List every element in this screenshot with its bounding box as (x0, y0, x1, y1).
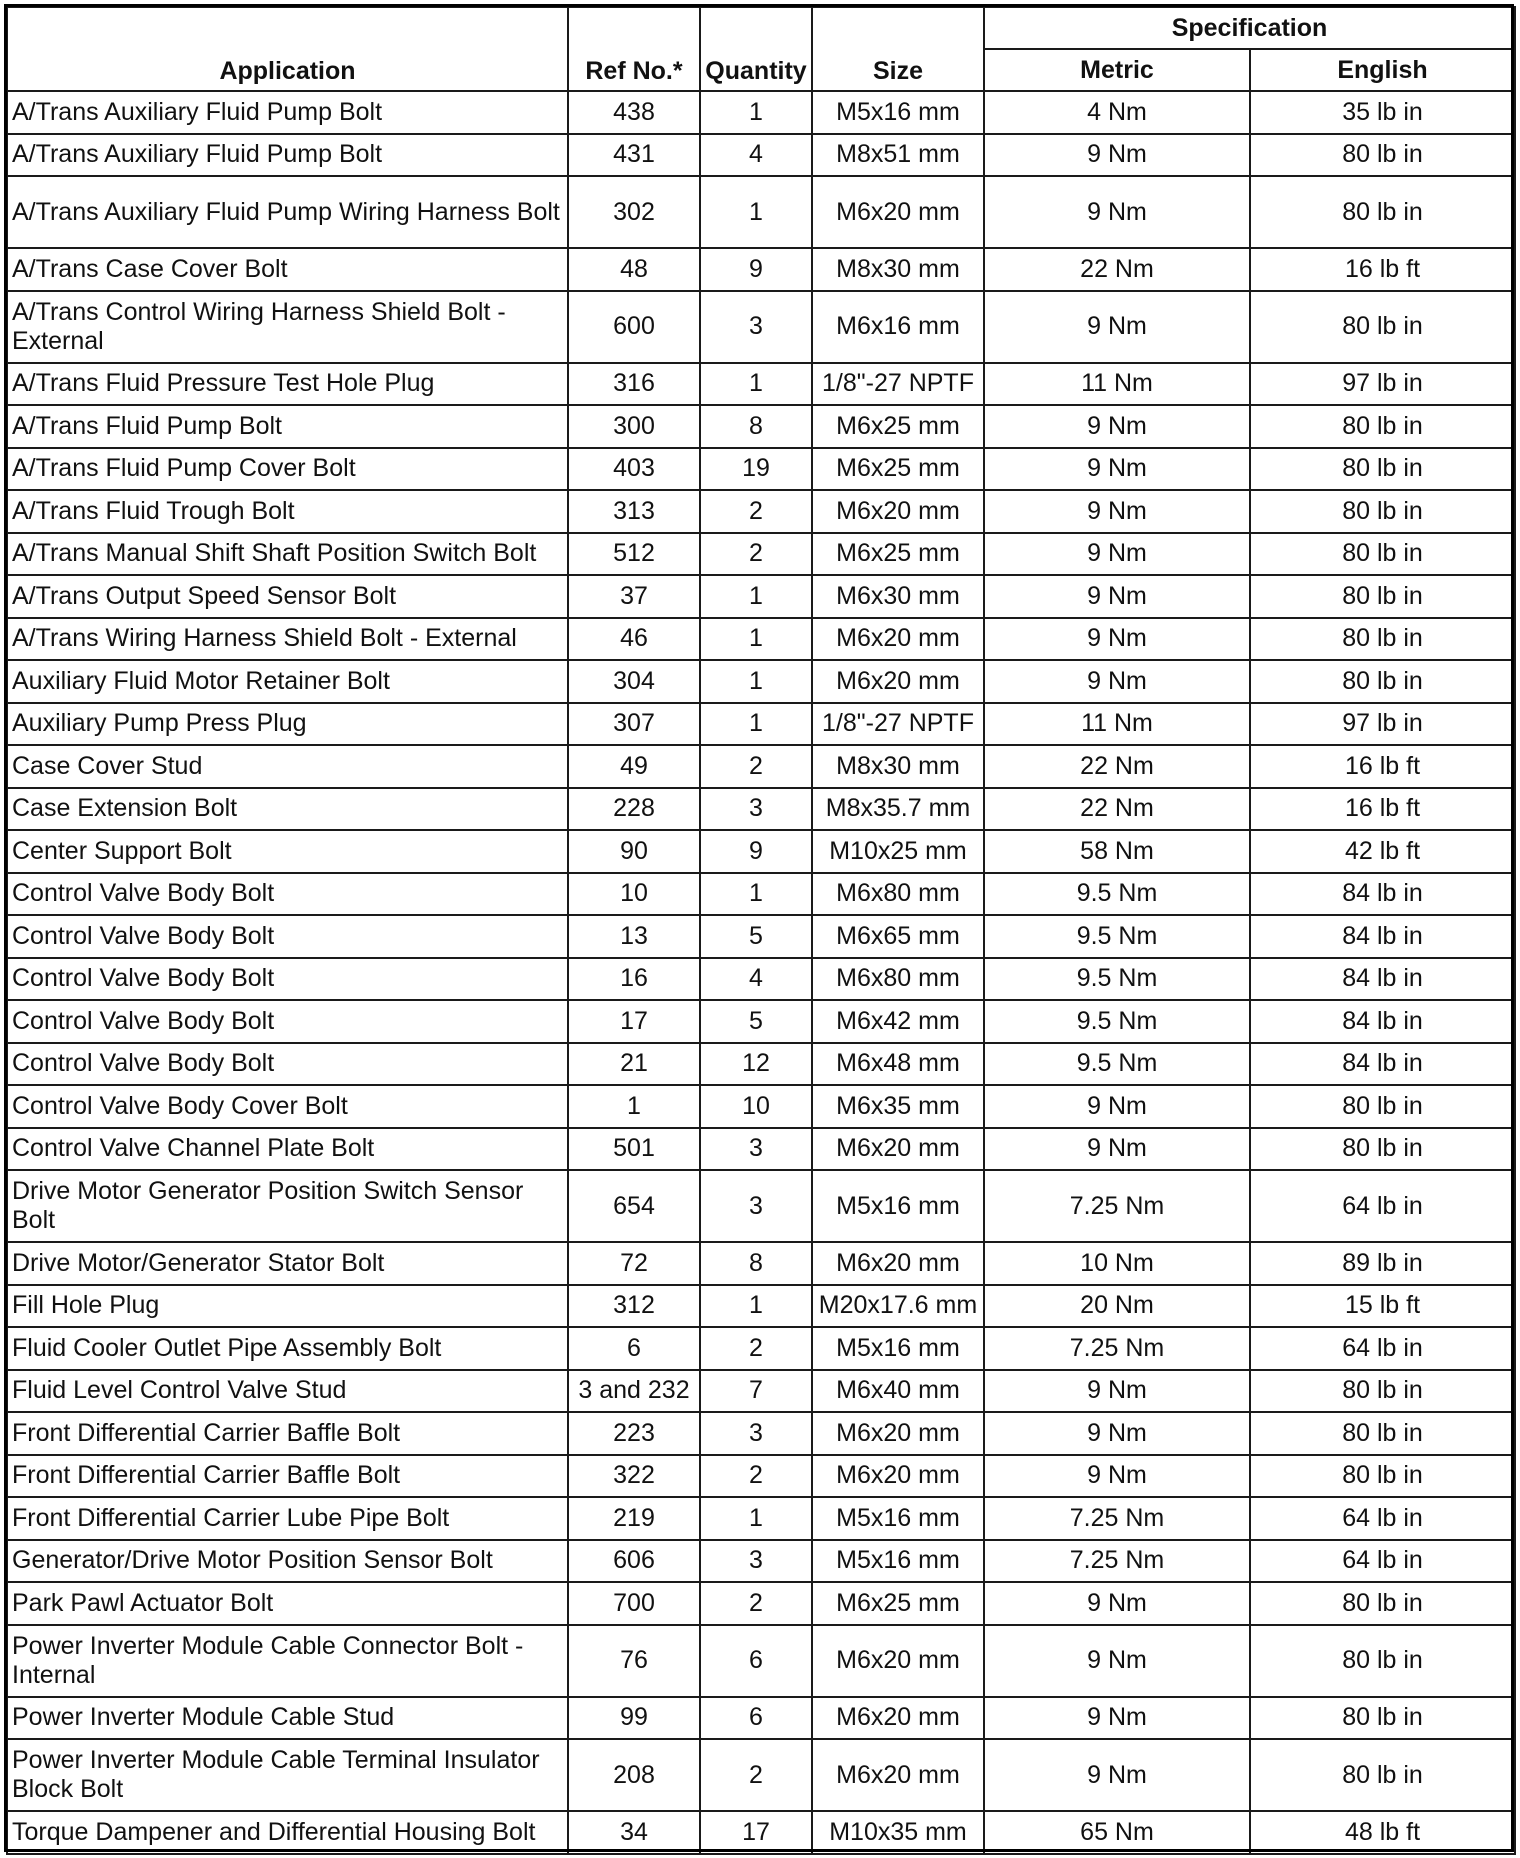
cell-size: M8x30 mm (812, 248, 984, 291)
cell-application: Control Valve Body Bolt (7, 915, 568, 958)
table-row (7, 533, 1515, 576)
table-body (7, 91, 1515, 1854)
cell-ref-no: 21 (568, 1043, 700, 1086)
cell-quantity: 3 (700, 1128, 812, 1171)
cell-quantity: 1 (700, 575, 812, 618)
cell-application: Fluid Level Control Valve Stud (7, 1370, 568, 1413)
cell-english: 80 lb in (1250, 1370, 1515, 1413)
cell-english: 80 lb in (1250, 1739, 1515, 1811)
cell-ref-no: 312 (568, 1285, 700, 1328)
cell-metric: 9.5 Nm (984, 958, 1250, 1001)
cell-quantity: 8 (700, 1242, 812, 1285)
cell-ref-no: 6 (568, 1327, 700, 1370)
cell-metric: 11 Nm (984, 703, 1250, 746)
header-quantity: Quantity (700, 7, 812, 91)
cell-ref-no: 1 (568, 1085, 700, 1128)
cell-quantity: 9 (700, 248, 812, 291)
cell-ref-no: 606 (568, 1540, 700, 1583)
cell-metric: 9 Nm (984, 1128, 1250, 1171)
cell-ref-no: 438 (568, 91, 700, 134)
cell-size: M6x80 mm (812, 958, 984, 1001)
cell-english: 80 lb in (1250, 660, 1515, 703)
table-row (7, 1497, 1515, 1540)
cell-application: Control Valve Body Cover Bolt (7, 1085, 568, 1128)
cell-english: 15 lb ft (1250, 1285, 1515, 1328)
cell-english: 64 lb in (1250, 1540, 1515, 1583)
table-row (7, 405, 1515, 448)
cell-english: 64 lb in (1250, 1170, 1515, 1242)
cell-size: M5x16 mm (812, 91, 984, 134)
cell-quantity: 1 (700, 703, 812, 746)
cell-quantity: 2 (700, 1455, 812, 1498)
cell-english: 16 lb ft (1250, 788, 1515, 831)
cell-ref-no: 34 (568, 1811, 700, 1854)
cell-english: 97 lb in (1250, 703, 1515, 746)
cell-ref-no: 46 (568, 618, 700, 661)
header-application: Application (7, 7, 568, 91)
cell-metric: 9 Nm (984, 291, 1250, 363)
cell-metric: 9 Nm (984, 176, 1250, 248)
cell-english: 64 lb in (1250, 1327, 1515, 1370)
cell-application: Fluid Cooler Outlet Pipe Assembly Bolt (7, 1327, 568, 1370)
cell-application: A/Trans Output Speed Sensor Bolt (7, 575, 568, 618)
cell-size: M6x20 mm (812, 1128, 984, 1171)
cell-english: 84 lb in (1250, 1043, 1515, 1086)
cell-application: A/Trans Fluid Trough Bolt (7, 490, 568, 533)
cell-english: 89 lb in (1250, 1242, 1515, 1285)
cell-metric: 9.5 Nm (984, 1043, 1250, 1086)
cell-quantity: 1 (700, 363, 812, 406)
cell-size: M6x20 mm (812, 1412, 984, 1455)
cell-application: A/Trans Fluid Pressure Test Hole Plug (7, 363, 568, 406)
cell-ref-no: 307 (568, 703, 700, 746)
cell-application: Control Valve Body Bolt (7, 1043, 568, 1086)
cell-quantity: 4 (700, 134, 812, 177)
cell-quantity: 10 (700, 1085, 812, 1128)
cell-english: 80 lb in (1250, 405, 1515, 448)
cell-size: M6x20 mm (812, 660, 984, 703)
table-row (7, 1043, 1515, 1086)
cell-quantity: 3 (700, 1412, 812, 1455)
cell-metric: 7.25 Nm (984, 1327, 1250, 1370)
cell-metric: 9 Nm (984, 1582, 1250, 1625)
cell-size: M6x20 mm (812, 618, 984, 661)
cell-size: 1/8"-27 NPTF (812, 363, 984, 406)
cell-size: M6x20 mm (812, 490, 984, 533)
cell-size: M6x20 mm (812, 1697, 984, 1740)
cell-application: Auxiliary Pump Press Plug (7, 703, 568, 746)
cell-english: 80 lb in (1250, 448, 1515, 491)
cell-application: Control Valve Body Bolt (7, 958, 568, 1001)
cell-ref-no: 219 (568, 1497, 700, 1540)
cell-quantity: 1 (700, 1285, 812, 1328)
cell-ref-no: 76 (568, 1625, 700, 1697)
table-row (7, 1412, 1515, 1455)
cell-quantity: 19 (700, 448, 812, 491)
cell-english: 80 lb in (1250, 291, 1515, 363)
table-row (7, 1582, 1515, 1625)
cell-english: 84 lb in (1250, 915, 1515, 958)
cell-metric: 9 Nm (984, 1697, 1250, 1740)
cell-quantity: 2 (700, 1582, 812, 1625)
cell-metric: 9 Nm (984, 1412, 1250, 1455)
table-row (7, 575, 1515, 618)
cell-size: M6x25 mm (812, 448, 984, 491)
cell-english: 80 lb in (1250, 618, 1515, 661)
table-row (7, 1085, 1515, 1128)
cell-application: Generator/Drive Motor Position Sensor Bolt (7, 1540, 568, 1583)
table-row (7, 91, 1515, 134)
table-row (7, 1625, 1515, 1697)
cell-ref-no: 16 (568, 958, 700, 1001)
table-row (7, 490, 1515, 533)
cell-application: Drive Motor Generator Position Switch Sensor Bolt (7, 1170, 568, 1242)
cell-quantity: 8 (700, 405, 812, 448)
cell-metric: 22 Nm (984, 745, 1250, 788)
cell-metric: 9 Nm (984, 575, 1250, 618)
cell-size: 1/8"-27 NPTF (812, 703, 984, 746)
table-row (7, 788, 1515, 831)
table-row (7, 745, 1515, 788)
cell-size: M6x25 mm (812, 405, 984, 448)
cell-quantity: 2 (700, 490, 812, 533)
cell-english: 80 lb in (1250, 1625, 1515, 1697)
cell-metric: 58 Nm (984, 830, 1250, 873)
cell-english: 97 lb in (1250, 363, 1515, 406)
cell-quantity: 3 (700, 291, 812, 363)
cell-size: M6x65 mm (812, 915, 984, 958)
cell-size: M6x25 mm (812, 533, 984, 576)
table-row (7, 248, 1515, 291)
cell-ref-no: 512 (568, 533, 700, 576)
table-row (7, 363, 1515, 406)
cell-quantity: 1 (700, 176, 812, 248)
cell-size: M20x17.6 mm (812, 1285, 984, 1328)
cell-size: M6x35 mm (812, 1085, 984, 1128)
cell-metric: 9 Nm (984, 1625, 1250, 1697)
cell-quantity: 3 (700, 1540, 812, 1583)
cell-metric: 9.5 Nm (984, 1000, 1250, 1043)
cell-english: 80 lb in (1250, 533, 1515, 576)
cell-english: 16 lb ft (1250, 745, 1515, 788)
cell-quantity: 5 (700, 1000, 812, 1043)
cell-quantity: 2 (700, 745, 812, 788)
cell-english: 35 lb in (1250, 91, 1515, 134)
cell-application: Torque Dampener and Differential Housing Bolt (7, 1811, 568, 1854)
cell-size: M6x20 mm (812, 1739, 984, 1811)
cell-metric: 4 Nm (984, 91, 1250, 134)
cell-quantity: 2 (700, 1327, 812, 1370)
table-row (7, 1170, 1515, 1242)
cell-ref-no: 3 and 232 (568, 1370, 700, 1413)
cell-metric: 7.25 Nm (984, 1497, 1250, 1540)
cell-metric: 9 Nm (984, 533, 1250, 576)
cell-ref-no: 600 (568, 291, 700, 363)
table-row (7, 176, 1515, 248)
cell-size: M6x30 mm (812, 575, 984, 618)
cell-metric: 9 Nm (984, 1085, 1250, 1128)
cell-application: A/Trans Fluid Pump Bolt (7, 405, 568, 448)
table-row (7, 618, 1515, 661)
table-row (7, 1000, 1515, 1043)
cell-english: 80 lb in (1250, 134, 1515, 177)
cell-application: Power Inverter Module Cable Stud (7, 1697, 568, 1740)
cell-quantity: 2 (700, 533, 812, 576)
cell-ref-no: 10 (568, 873, 700, 916)
cell-size: M8x30 mm (812, 745, 984, 788)
cell-english: 80 lb in (1250, 1085, 1515, 1128)
cell-metric: 22 Nm (984, 248, 1250, 291)
cell-ref-no: 99 (568, 1697, 700, 1740)
cell-quantity: 6 (700, 1697, 812, 1740)
cell-ref-no: 72 (568, 1242, 700, 1285)
cell-metric: 9 Nm (984, 660, 1250, 703)
cell-size: M5x16 mm (812, 1327, 984, 1370)
cell-application: Center Support Bolt (7, 830, 568, 873)
cell-quantity: 1 (700, 660, 812, 703)
cell-application: A/Trans Manual Shift Shaft Position Switch Bolt (7, 533, 568, 576)
header-size: Size (812, 7, 984, 91)
cell-size: M5x16 mm (812, 1170, 984, 1242)
cell-metric: 10 Nm (984, 1242, 1250, 1285)
cell-size: M6x20 mm (812, 1455, 984, 1498)
cell-size: M6x48 mm (812, 1043, 984, 1086)
cell-english: 80 lb in (1250, 490, 1515, 533)
cell-ref-no: 300 (568, 405, 700, 448)
table-row (7, 1128, 1515, 1171)
cell-english: 80 lb in (1250, 575, 1515, 618)
cell-ref-no: 304 (568, 660, 700, 703)
cell-size: M5x16 mm (812, 1540, 984, 1583)
table-row (7, 830, 1515, 873)
cell-size: M10x25 mm (812, 830, 984, 873)
cell-metric: 11 Nm (984, 363, 1250, 406)
cell-quantity: 5 (700, 915, 812, 958)
table-row (7, 660, 1515, 703)
table-row (7, 1697, 1515, 1740)
cell-quantity: 2 (700, 1739, 812, 1811)
cell-ref-no: 90 (568, 830, 700, 873)
cell-metric: 22 Nm (984, 788, 1250, 831)
cell-ref-no: 322 (568, 1455, 700, 1498)
cell-application: Case Extension Bolt (7, 788, 568, 831)
cell-size: M8x35.7 mm (812, 788, 984, 831)
cell-english: 48 lb ft (1250, 1811, 1515, 1854)
table-row (7, 703, 1515, 746)
cell-size: M5x16 mm (812, 1497, 984, 1540)
cell-metric: 9 Nm (984, 618, 1250, 661)
cell-application: Drive Motor/Generator Stator Bolt (7, 1242, 568, 1285)
cell-application: A/Trans Auxiliary Fluid Pump Bolt (7, 91, 568, 134)
cell-english: 80 lb in (1250, 1455, 1515, 1498)
table-row (7, 134, 1515, 177)
cell-ref-no: 37 (568, 575, 700, 618)
table-row (7, 958, 1515, 1001)
cell-ref-no: 13 (568, 915, 700, 958)
header-specification: Specification (984, 7, 1515, 49)
header-ref-no: Ref No.* (568, 7, 700, 91)
cell-application: Control Valve Body Bolt (7, 873, 568, 916)
cell-ref-no: 654 (568, 1170, 700, 1242)
cell-metric: 65 Nm (984, 1811, 1250, 1854)
cell-english: 80 lb in (1250, 1582, 1515, 1625)
cell-english: 42 lb ft (1250, 830, 1515, 873)
cell-ref-no: 49 (568, 745, 700, 788)
header-english: English (1250, 49, 1515, 91)
cell-ref-no: 223 (568, 1412, 700, 1455)
cell-size: M8x51 mm (812, 134, 984, 177)
fastener-spec-table (6, 6, 1516, 1855)
cell-size: M6x25 mm (812, 1582, 984, 1625)
cell-size: M10x35 mm (812, 1811, 984, 1854)
cell-ref-no: 208 (568, 1739, 700, 1811)
cell-application: Front Differential Carrier Baffle Bolt (7, 1412, 568, 1455)
cell-size: M6x16 mm (812, 291, 984, 363)
cell-quantity: 3 (700, 788, 812, 831)
cell-quantity: 17 (700, 1811, 812, 1854)
cell-quantity: 1 (700, 91, 812, 134)
cell-metric: 7.25 Nm (984, 1540, 1250, 1583)
cell-quantity: 4 (700, 958, 812, 1001)
table-row (7, 1327, 1515, 1370)
cell-english: 84 lb in (1250, 1000, 1515, 1043)
cell-metric: 9 Nm (984, 490, 1250, 533)
cell-english: 84 lb in (1250, 873, 1515, 916)
cell-english: 84 lb in (1250, 958, 1515, 1001)
cell-metric: 9.5 Nm (984, 873, 1250, 916)
cell-ref-no: 316 (568, 363, 700, 406)
table-row (7, 1370, 1515, 1413)
cell-application: Front Differential Carrier Lube Pipe Bolt (7, 1497, 568, 1540)
cell-application: Power Inverter Module Cable Terminal Insulator Block Bolt (7, 1739, 568, 1811)
cell-size: M6x20 mm (812, 1242, 984, 1285)
cell-english: 64 lb in (1250, 1497, 1515, 1540)
cell-application: Auxiliary Fluid Motor Retainer Bolt (7, 660, 568, 703)
cell-size: M6x40 mm (812, 1370, 984, 1413)
cell-application: Power Inverter Module Cable Connector Bolt - Internal (7, 1625, 568, 1697)
cell-quantity: 1 (700, 873, 812, 916)
cell-application: Fill Hole Plug (7, 1285, 568, 1328)
table-row (7, 1739, 1515, 1811)
cell-quantity: 1 (700, 1497, 812, 1540)
cell-metric: 9 Nm (984, 448, 1250, 491)
cell-ref-no: 302 (568, 176, 700, 248)
cell-quantity: 3 (700, 1170, 812, 1242)
cell-application: A/Trans Auxiliary Fluid Pump Wiring Harness Bolt (7, 176, 568, 248)
cell-ref-no: 431 (568, 134, 700, 177)
cell-size: M6x20 mm (812, 176, 984, 248)
cell-metric: 9.5 Nm (984, 915, 1250, 958)
cell-application: Front Differential Carrier Baffle Bolt (7, 1455, 568, 1498)
cell-english: 80 lb in (1250, 1697, 1515, 1740)
cell-ref-no: 48 (568, 248, 700, 291)
cell-application: Park Pawl Actuator Bolt (7, 1582, 568, 1625)
cell-application: Control Valve Channel Plate Bolt (7, 1128, 568, 1171)
cell-metric: 9 Nm (984, 1739, 1250, 1811)
cell-ref-no: 700 (568, 1582, 700, 1625)
cell-ref-no: 501 (568, 1128, 700, 1171)
table-row (7, 1811, 1515, 1854)
cell-metric: 7.25 Nm (984, 1170, 1250, 1242)
cell-quantity: 7 (700, 1370, 812, 1413)
table-row (7, 291, 1515, 363)
table-row (7, 873, 1515, 916)
cell-quantity: 12 (700, 1043, 812, 1086)
cell-english: 80 lb in (1250, 1412, 1515, 1455)
cell-ref-no: 313 (568, 490, 700, 533)
cell-application: A/Trans Case Cover Bolt (7, 248, 568, 291)
cell-application: Case Cover Stud (7, 745, 568, 788)
table-row (7, 915, 1515, 958)
table-row (7, 448, 1515, 491)
cell-ref-no: 228 (568, 788, 700, 831)
cell-ref-no: 403 (568, 448, 700, 491)
cell-size: M6x20 mm (812, 1625, 984, 1697)
table-row (7, 1455, 1515, 1498)
table-row (7, 1285, 1515, 1328)
cell-metric: 9 Nm (984, 1455, 1250, 1498)
cell-metric: 9 Nm (984, 134, 1250, 177)
cell-application: A/Trans Fluid Pump Cover Bolt (7, 448, 568, 491)
cell-ref-no: 17 (568, 1000, 700, 1043)
cell-metric: 9 Nm (984, 1370, 1250, 1413)
cell-application: Control Valve Body Bolt (7, 1000, 568, 1043)
table-row (7, 1242, 1515, 1285)
cell-application: A/Trans Control Wiring Harness Shield Bolt - External (7, 291, 568, 363)
cell-english: 16 lb ft (1250, 248, 1515, 291)
cell-size: M6x42 mm (812, 1000, 984, 1043)
cell-english: 80 lb in (1250, 1128, 1515, 1171)
cell-application: A/Trans Wiring Harness Shield Bolt - External (7, 618, 568, 661)
cell-application: A/Trans Auxiliary Fluid Pump Bolt (7, 134, 568, 177)
cell-metric: 9 Nm (984, 405, 1250, 448)
cell-size: M6x80 mm (812, 873, 984, 916)
cell-quantity: 9 (700, 830, 812, 873)
cell-quantity: 6 (700, 1625, 812, 1697)
header-metric: Metric (984, 49, 1250, 91)
cell-english: 80 lb in (1250, 176, 1515, 248)
cell-metric: 20 Nm (984, 1285, 1250, 1328)
cell-quantity: 1 (700, 618, 812, 661)
table-row (7, 1540, 1515, 1583)
